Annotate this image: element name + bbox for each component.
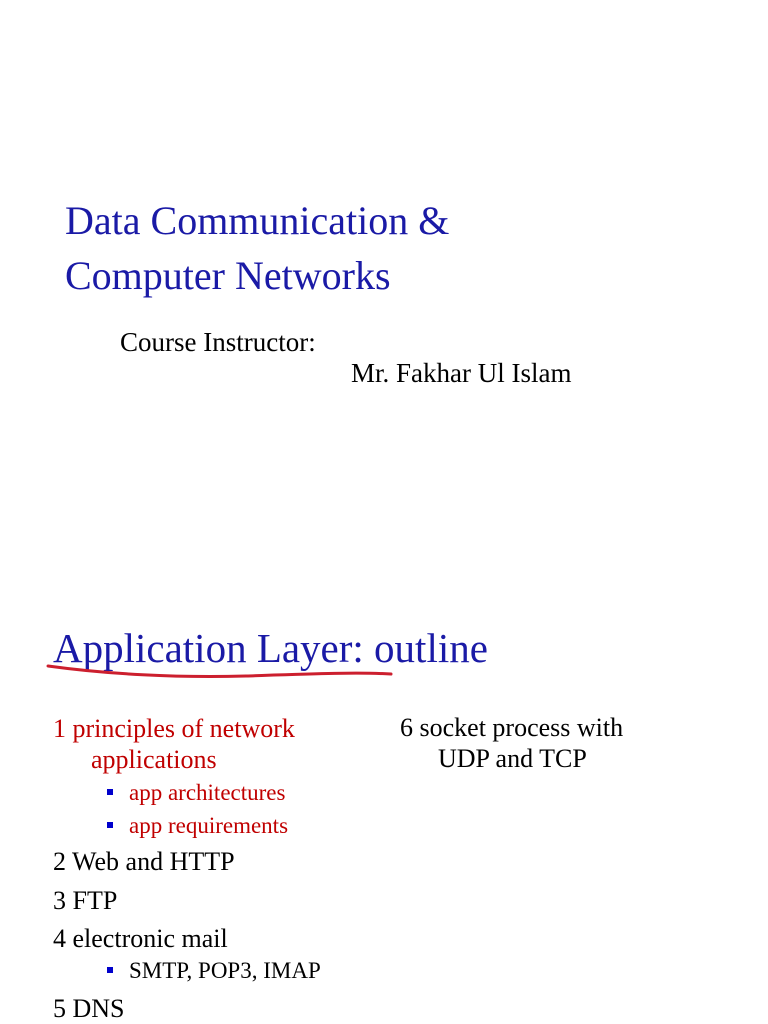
- outline-item-6-line2: UDP and TCP: [438, 744, 587, 773]
- outline-item-4: 4 electronic mail: [53, 924, 228, 953]
- instructor-name: Mr. Fakhar Ul Islam: [351, 358, 572, 388]
- outline-subitem-app-requirements: app requirements: [129, 813, 289, 838]
- outline-item-1-line2: applications: [91, 745, 217, 774]
- outline-item-6-line1: 6 socket process with: [400, 713, 624, 742]
- instructor-label: Course Instructor:: [120, 327, 316, 357]
- outline-item-5: 5 DNS: [53, 994, 125, 1023]
- outline-subitem-smtp: SMTP, POP3, IMAP: [129, 958, 321, 983]
- outline-subitem-app-architectures: app architectures: [129, 780, 286, 805]
- slide1-title-line2: Computer Networks: [65, 253, 391, 298]
- square-bullet-icon: [107, 822, 113, 828]
- outline-item-1-line1: 1 principles of network: [53, 714, 295, 743]
- red-handwritten-underline: [46, 660, 396, 684]
- slide2-title: Application Layer: outline: [53, 625, 488, 671]
- outline-item-2: 2 Web and HTTP: [53, 847, 235, 876]
- square-bullet-icon: [107, 967, 113, 973]
- outline-item-3: 3 FTP: [53, 886, 118, 915]
- slide1-title-line1: Data Communication &: [65, 198, 450, 243]
- slide1-title: [65, 193, 449, 303]
- square-bullet-icon: [107, 789, 113, 795]
